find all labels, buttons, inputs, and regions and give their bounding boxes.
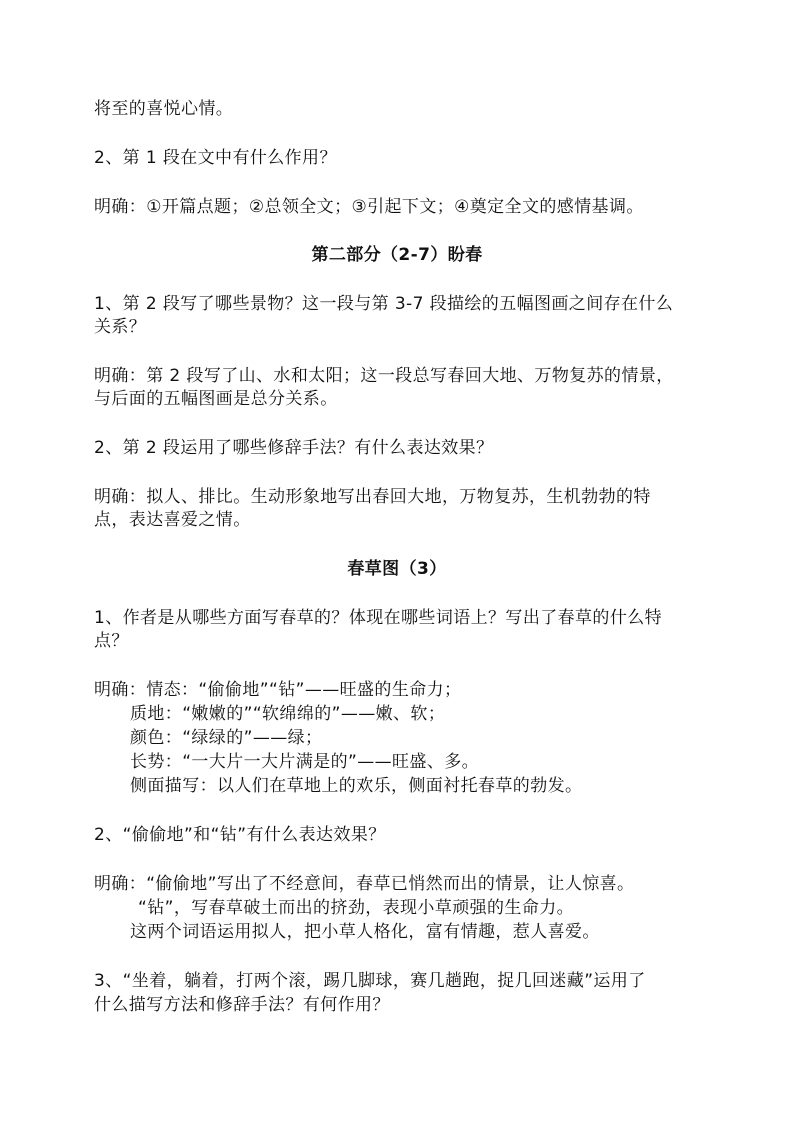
section-heading-2: 第二部分（2-7）盼春 [311,245,483,265]
paragraph-intro-tail: 将至的喜悦心情。 [94,99,234,119]
s2-answer-2-line-1: 明确：拟人、排比。生动形象地写出春回大地，万物复苏，生机勃勃的特 [94,487,651,507]
s3-answer-1-line-4: 长势：“一大片一大片满是的”——旺盛、多。 [130,752,480,772]
s2-answer-1-line-2: 与后面的五幅图画是总分关系。 [94,389,338,409]
s3-question-1-line-1: 1、作者是从哪些方面写春草的？体现在哪些词语上？写出了春草的什么特 [94,608,663,628]
answer-2: 明确：①开篇点题；②总领全文；③引起下文；④奠定全文的感情基调。 [94,197,644,217]
s2-question-1-line-1: 1、第 2 段写了哪些景物？这一段与第 3-7 段描绘的五幅图画之间存在什么 [94,294,674,314]
s3-answer-2-line-1: 明确：“偷偷地”写出了不经意间，春草已悄然而出的情景，让人惊喜。 [94,874,635,894]
s2-question-1-line-2: 关系？ [94,317,147,337]
s3-question-1-line-2: 点？ [94,631,129,651]
s3-answer-2-line-2: “钻”，写春草破土而出的挤劲，表现小草顽强的生命力。 [138,898,575,918]
s3-answer-1-line-1: 明确：情态：“偷偷地”“钻”——旺盛的生命力； [94,680,462,700]
s3-question-3-line-1: 3、“坐着，躺着，打两个滚，踢几脚球，赛几趟跑，捉几回迷藏”运用了 [94,971,646,991]
s3-question-2: 2、“偷偷地”和“钻”有什么表达效果？ [94,825,386,845]
s3-answer-2-line-3: 这两个词语运用拟人，把小草人格化，富有情趣，惹人喜爱。 [130,922,600,942]
s3-question-3-line-2: 什么描写方法和修辞手法？有何作用？ [94,995,390,1015]
s3-answer-1-line-2: 质地：“嫩嫩的”“软绵绵的”——嫩、软； [130,704,446,724]
section-heading-3: 春草图（3） [347,559,447,579]
s3-answer-1-line-3: 颜色：“绿绿的”——绿； [130,728,323,748]
question-2: 2、第 1 段在文中有什么作用？ [94,148,337,168]
s3-answer-1-line-5: 侧面描写：以人们在草地上的欢乐，侧面衬托春草的勃发。 [130,776,583,796]
s2-answer-2-line-2: 点，表达喜爱之情。 [94,510,251,530]
s2-question-2: 2、第 2 段运用了哪些修辞手法？有什么表达效果？ [94,438,494,458]
s2-answer-1-line-1: 明确：第 2 段写了山、水和太阳；这一段总写春回大地、万物复苏的情景， [94,366,674,386]
